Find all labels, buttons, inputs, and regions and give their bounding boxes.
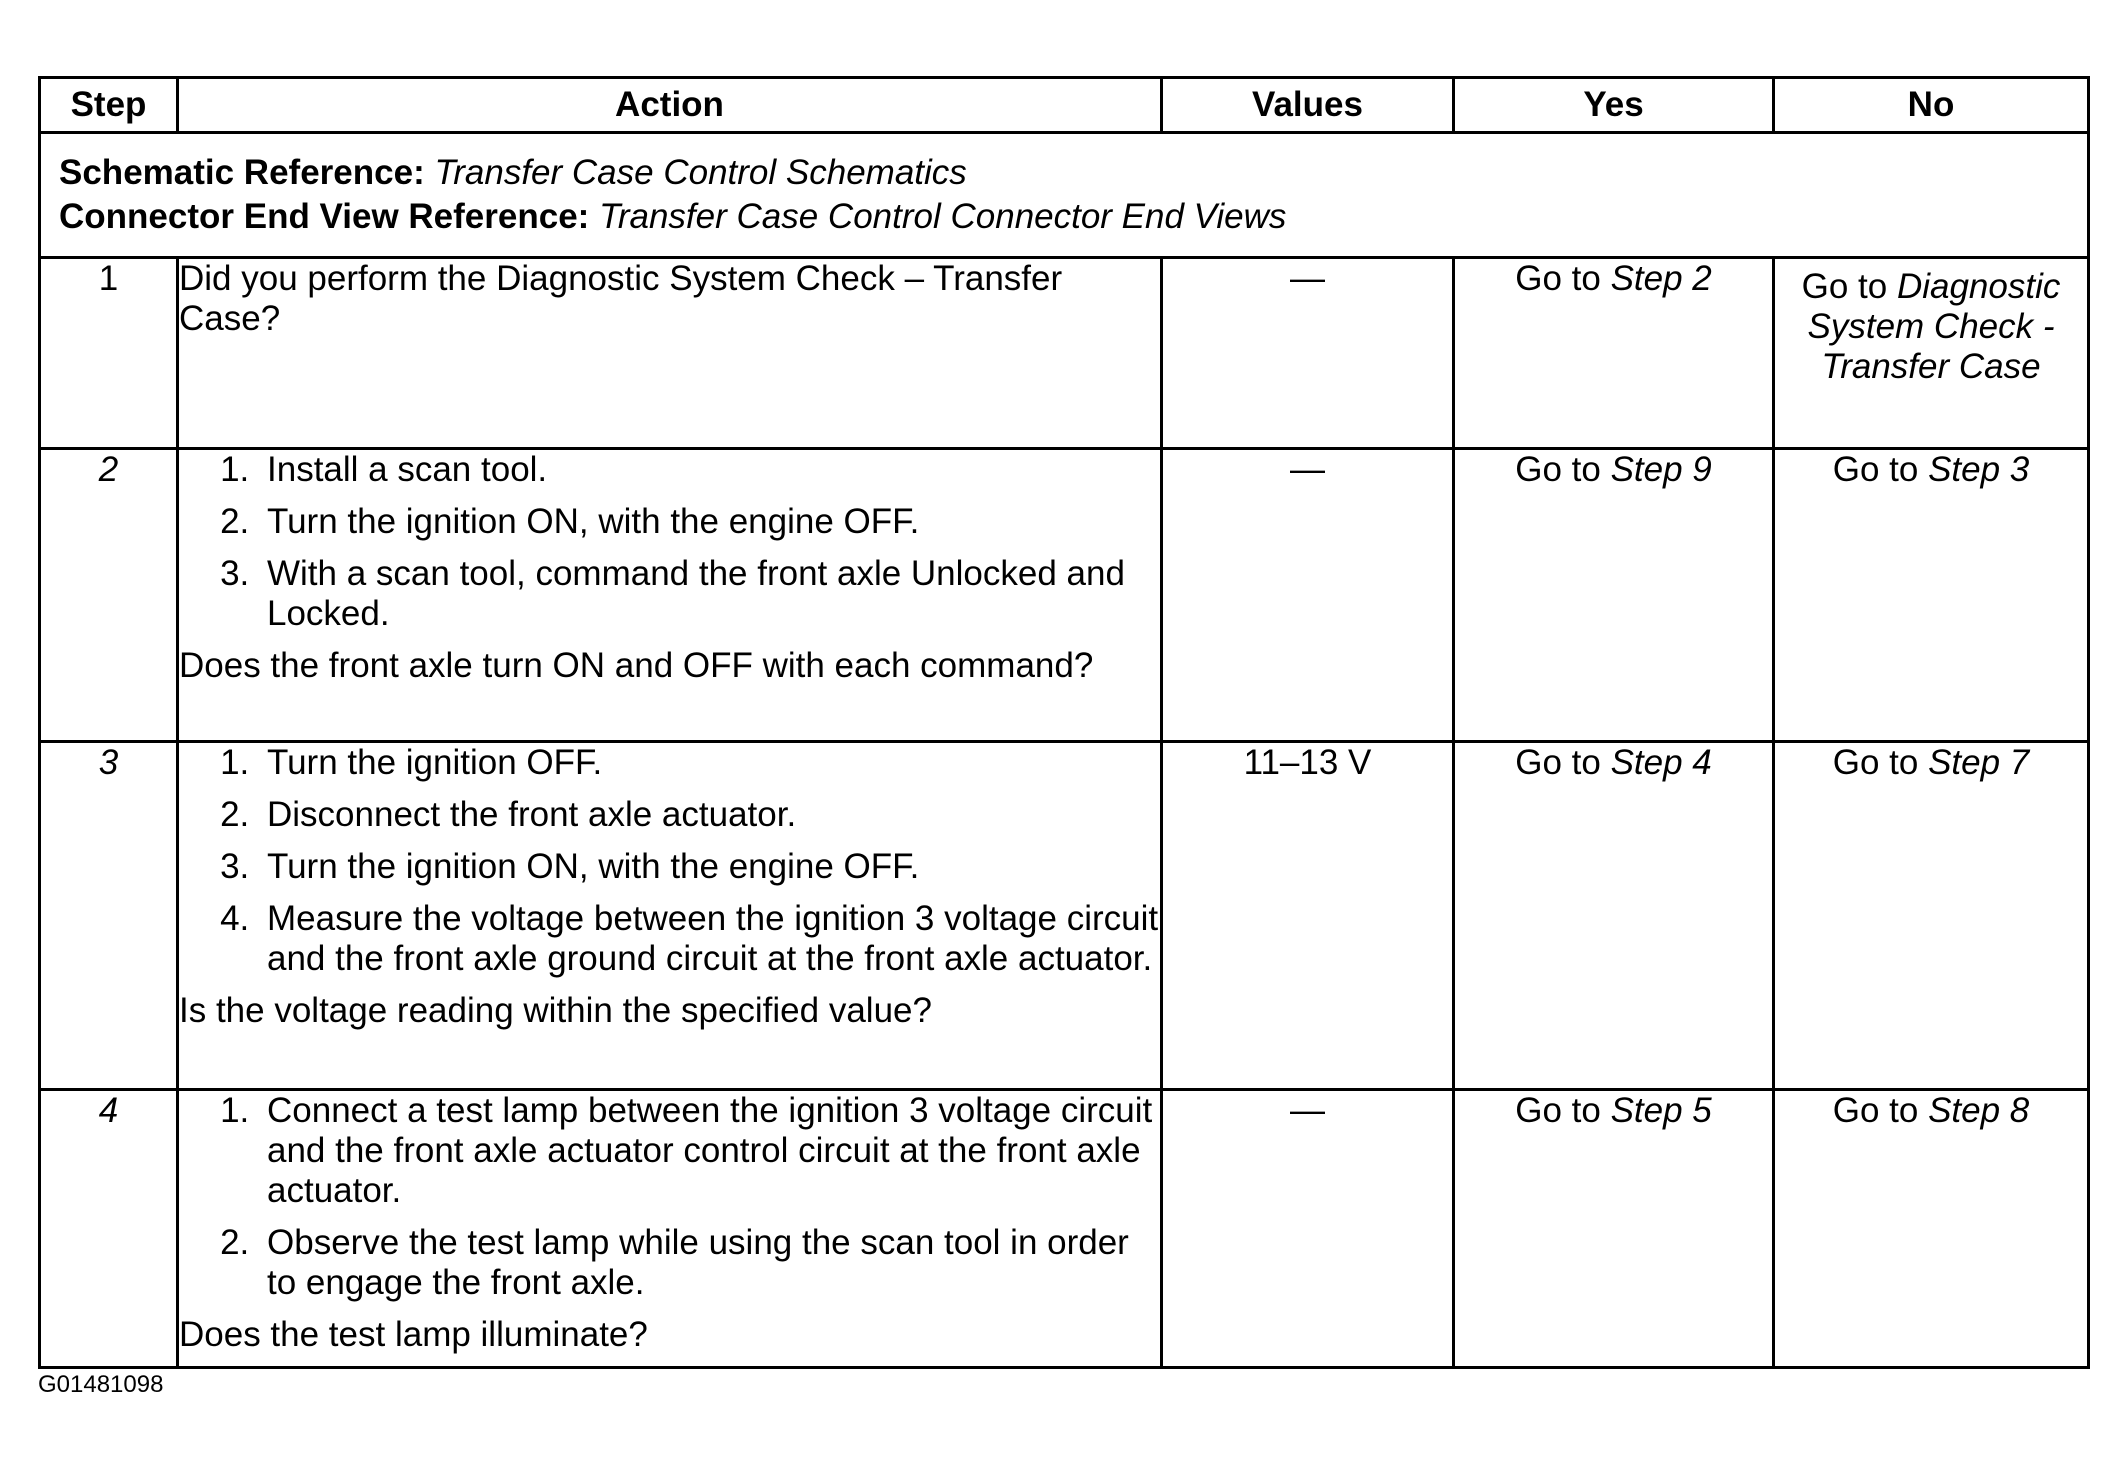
reference-cell — [40, 133, 2089, 258]
header-values: Values — [1162, 78, 1454, 133]
schematic-reference-label: Schematic Reference: — [59, 153, 425, 192]
table-row — [40, 742, 2089, 1090]
connector-reference — [59, 197, 2069, 237]
action-text: Did you perform the Diagnostic System Check – Transfer Case? — [179, 259, 1063, 338]
step-number: 3 — [40, 742, 178, 1090]
step-number: 4 — [40, 1090, 178, 1368]
figure-id: G01481098 — [38, 1371, 164, 1398]
no-goto-link[interactable]: Step 3 — [1928, 450, 2030, 489]
yes-goto-link[interactable]: Step 2 — [1610, 259, 1712, 298]
action-steps-list — [179, 1091, 1160, 1303]
header-row — [40, 78, 2089, 133]
action-step-item: 2. Observe the test lamp while using the scan tool in order to engage the front axle. — [259, 1223, 1160, 1303]
yes-cell — [1454, 449, 1774, 742]
connector-reference-label: Connector End View Reference: — [59, 197, 590, 236]
action-question: Is the voltage reading within the specified value? — [179, 991, 932, 1030]
values-cell: — — [1162, 449, 1454, 742]
action-steps-list — [179, 450, 1160, 634]
header-no: No — [1774, 78, 2089, 133]
no-goto-link-line[interactable]: System Check - — [1807, 307, 2055, 346]
header-yes: Yes — [1454, 78, 1774, 133]
action-step-item: 4. Measure the voltage between the ignition 3 voltage circuit and the front axle ground circuit at the front axle actuator. — [259, 899, 1160, 979]
goto-prefix: Go to — [1801, 267, 1888, 306]
no-goto-link[interactable]: Step 8 — [1928, 1091, 2030, 1130]
action-step-item: 2. Disconnect the front axle actuator. — [259, 795, 1160, 835]
step-number: 2 — [40, 449, 178, 742]
action-step-item: 3. With a scan tool, command the front axle Unlocked and Locked. — [259, 554, 1160, 634]
action-steps-list — [179, 743, 1160, 979]
goto-prefix: Go to — [1832, 743, 1919, 782]
values-cell: — — [1162, 258, 1454, 449]
table-row — [40, 449, 2089, 742]
no-cell — [1774, 258, 2089, 449]
action-question: Does the front axle turn ON and OFF with each command? — [179, 646, 1094, 685]
schematic-reference — [59, 153, 2069, 193]
goto-prefix: Go to — [1832, 1091, 1919, 1130]
no-goto-link[interactable]: Step 7 — [1928, 743, 2030, 782]
no-goto-link-line[interactable]: Transfer Case — [1821, 347, 2041, 386]
action-cell — [178, 258, 1162, 449]
goto-prefix: Go to — [1515, 259, 1601, 298]
action-cell — [178, 449, 1162, 742]
goto-prefix: Go to — [1515, 743, 1601, 782]
action-cell — [178, 742, 1162, 1090]
yes-cell — [1454, 1090, 1774, 1368]
action-step-item: 3. Turn the ignition ON, with the engine OFF. — [259, 847, 1160, 887]
no-cell — [1774, 742, 2089, 1090]
reference-row — [40, 133, 2089, 258]
values-cell: 11–13 V — [1162, 742, 1454, 1090]
yes-goto-link[interactable]: Step 9 — [1610, 450, 1712, 489]
action-step-item: 1. Install a scan tool. — [259, 450, 1160, 490]
yes-cell — [1454, 742, 1774, 1090]
no-cell — [1774, 449, 2089, 742]
action-step-item: 1. Connect a test lamp between the ignition 3 voltage circuit and the front axle actuator control circuit at the front axle actuator. — [259, 1091, 1160, 1211]
header-action: Action — [178, 78, 1162, 133]
table-row — [40, 1090, 2089, 1368]
step-number: 1 — [40, 258, 178, 449]
yes-goto-link[interactable]: Step 5 — [1610, 1091, 1712, 1130]
goto-prefix: Go to — [1832, 450, 1919, 489]
values-cell: — — [1162, 1090, 1454, 1368]
action-question: Does the test lamp illuminate? — [179, 1315, 648, 1354]
no-goto-link[interactable]: Diagnostic — [1896, 267, 2061, 306]
header-step: Step — [40, 78, 178, 133]
yes-goto-link[interactable]: Step 4 — [1610, 743, 1712, 782]
action-step-item: 2. Turn the ignition ON, with the engine OFF. — [259, 502, 1160, 542]
goto-prefix: Go to — [1515, 450, 1601, 489]
diagnostic-table — [38, 76, 2090, 1369]
action-step-item: 1. Turn the ignition OFF. — [259, 743, 1160, 783]
table-row — [40, 258, 2089, 449]
goto-prefix: Go to — [1515, 1091, 1601, 1130]
connector-reference-link[interactable]: Transfer Case Control Connector End Views — [599, 197, 1287, 236]
action-cell — [178, 1090, 1162, 1368]
yes-cell — [1454, 258, 1774, 449]
no-cell — [1774, 1090, 2089, 1368]
schematic-reference-link[interactable]: Transfer Case Control Schematics — [434, 153, 967, 192]
